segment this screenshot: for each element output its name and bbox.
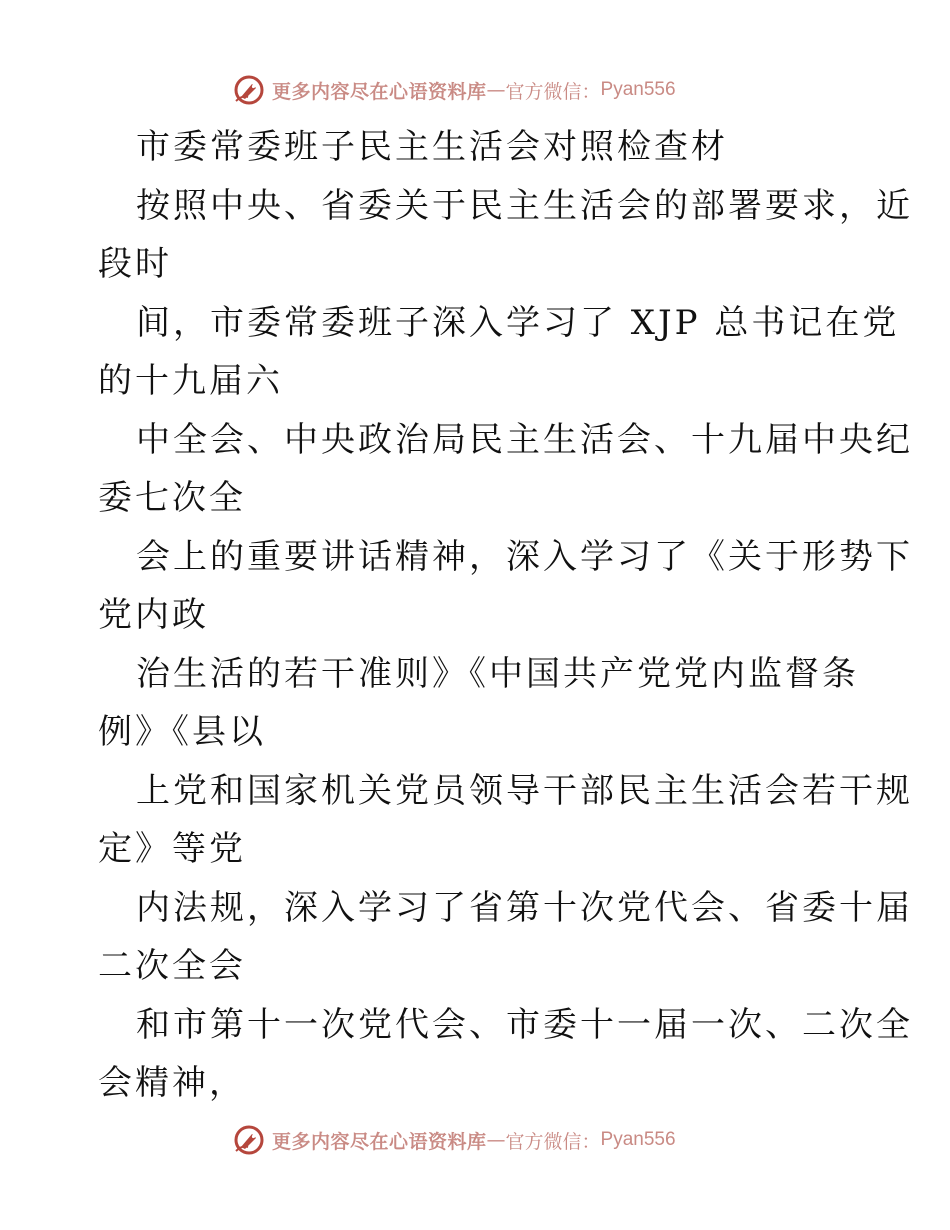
footer-slogan: 更多内容尽在心语资料库 — [272, 1130, 487, 1153]
header-dash: — — [486, 79, 506, 101]
document-body — [98, 118, 913, 1113]
text-line: 会上的重要讲话精神，深入学习了《关于形势下 — [136, 536, 913, 577]
footer-wechat-label: 官方微信： — [505, 1130, 601, 1153]
text-line: 上党和国家机关党员领导干部民主生活会若干规 — [136, 770, 913, 811]
pen-nib-logo-icon — [232, 73, 266, 107]
text-line: 例》《县以 — [98, 712, 266, 752]
text-line: 间，市委常委班子深入学习了 XJP 总书记在党 — [136, 302, 900, 343]
header-banner — [232, 70, 732, 110]
text-line: 和市第十一次党代会、市委十一届一次、二次全 — [136, 1004, 913, 1045]
text-line: 的十九届六 — [98, 361, 283, 401]
text-line: 治生活的若干准则》《中国共产党党内监督条 — [136, 653, 859, 694]
footer-wechat-id: Pyan556 — [600, 1129, 676, 1150]
document-title: 市委常委班子民主生活会对照检查材 — [136, 127, 728, 167]
header-wechat-label: 官方微信： — [505, 80, 601, 103]
text-line: 会精神， — [98, 1063, 246, 1103]
text-line: 党内政 — [98, 595, 209, 635]
pen-nib-logo-icon — [232, 1123, 266, 1157]
text-line: 按照中央、省委关于民主生活会的部署要求，近 — [136, 185, 913, 226]
header-slogan: 更多内容尽在心语资料库 — [272, 80, 487, 103]
footer-dash: — — [486, 1129, 506, 1151]
text-line: 定》等党 — [98, 829, 246, 869]
text-line: 二次全会 — [98, 946, 246, 986]
text-line: 委七次全 — [98, 478, 246, 518]
text-line: 中全会、中央政治局民主生活会、十九届中央纪 — [136, 419, 913, 460]
text-line: 段时 — [98, 244, 172, 284]
header-wechat-id: Pyan556 — [600, 79, 676, 100]
text-line: 内法规，深入学习了省第十次党代会、省委十届 — [136, 887, 913, 928]
footer-banner — [232, 1120, 732, 1160]
